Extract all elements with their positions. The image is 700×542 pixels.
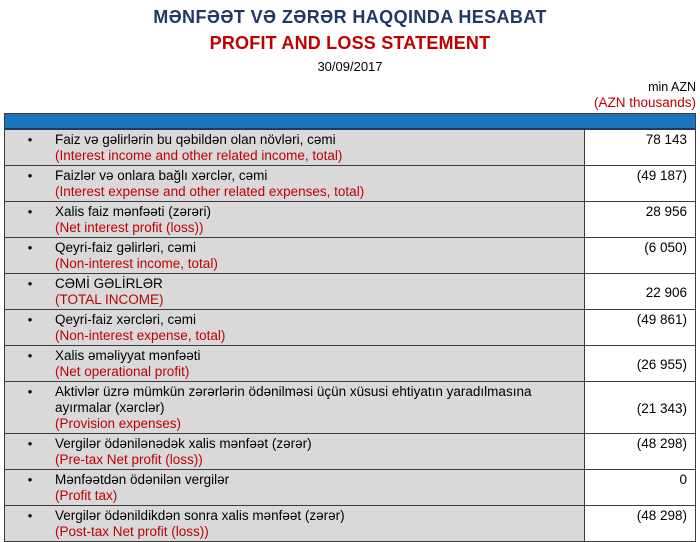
row-description-cell (5, 506, 584, 541)
row-label-az: Mənfəətdən ödənilən vergilər (55, 472, 230, 487)
table-row (5, 201, 695, 237)
unit-note-az: min AZN (648, 80, 696, 94)
row-label-en: (Net interest profit (loss)) (55, 220, 204, 235)
row-label-en: (Non-interest expense, total) (55, 328, 226, 343)
row-labels (55, 204, 580, 236)
bullet-icon: • (27, 436, 33, 451)
row-description-cell (5, 346, 584, 381)
table-header-bar (5, 114, 695, 130)
row-value-cell: (21 343) (584, 382, 695, 433)
bullet-icon: • (27, 240, 33, 255)
row-labels (55, 472, 580, 504)
row-value-cell: 78 143 (584, 130, 695, 165)
row-labels (55, 436, 580, 468)
bullet-icon: • (27, 204, 33, 219)
row-label-en: (Interest income and other related income, total) (55, 148, 343, 163)
page-title-en: PROFIT AND LOSS STATEMENT (209, 33, 491, 53)
row-labels (55, 168, 580, 200)
row-value-cell: (49 187) (584, 166, 695, 201)
bullet-icon: • (27, 348, 33, 363)
row-value-cell: 0 (584, 470, 695, 505)
row-value-cell: (49 861) (584, 310, 695, 345)
row-labels (55, 348, 580, 380)
table-row (5, 469, 695, 505)
row-label-az: Faizlər və onlara bağlı xərclər, cəmi (55, 168, 268, 183)
bullet-icon: • (27, 508, 33, 523)
bullet-icon: • (27, 168, 33, 183)
row-description-cell (5, 202, 584, 237)
row-description-cell (5, 166, 584, 201)
row-label-en: (Interest expense and other related expenses, total) (55, 184, 365, 199)
row-value-cell: 28 956 (584, 202, 695, 237)
row-description-cell (5, 470, 584, 505)
row-label-az: CƏMİ GƏLİRLƏR (55, 276, 163, 291)
row-label-en: (Post-tax Net profit (loss)) (55, 524, 209, 539)
table-row (5, 130, 695, 165)
row-labels (55, 276, 580, 308)
row-label-az: Vergilər ödənilənədək xalis mənfəət (zərər) (55, 436, 312, 451)
table-body (5, 130, 695, 541)
table-row (5, 381, 695, 433)
table-row (5, 345, 695, 381)
row-label-az: Vergilər ödənildikdən sonra xalis mənfəət (zərər) (55, 508, 345, 523)
row-labels (55, 312, 580, 344)
row-labels (55, 384, 580, 432)
row-description-cell (5, 434, 584, 469)
row-labels (55, 508, 580, 540)
row-label-az: Xalis faiz mənfəəti (zərəri) (55, 204, 212, 219)
table-row (5, 237, 695, 273)
statement-date: 30/09/2017 (317, 59, 383, 74)
row-description-cell (5, 310, 584, 345)
table-row (5, 505, 695, 541)
row-label-az: Qeyri-faiz xərcləri, cəmi (55, 312, 197, 327)
unit-note-en: (AZN thousands) (593, 95, 696, 110)
row-label-en: (Pre-tax Net profit (loss)) (55, 452, 203, 467)
bullet-icon: • (27, 276, 33, 291)
row-label-az: Xalis əməliyyat mənfəəti (55, 348, 201, 363)
row-labels (55, 240, 580, 272)
row-value-cell: 22 906 (584, 274, 695, 309)
row-label-en: (Profit tax) (55, 488, 118, 503)
row-description-cell (5, 130, 584, 165)
table-row (5, 433, 695, 469)
row-value-cell: (48 298) (584, 506, 695, 541)
row-label-en: (Non-interest income, total) (55, 256, 218, 271)
row-description-cell (5, 382, 584, 433)
row-description-cell (5, 274, 584, 309)
row-description-cell (5, 238, 584, 273)
unit-note (594, 80, 696, 111)
table-row (5, 273, 695, 309)
row-label-en: (Net operational profit) (55, 364, 190, 379)
row-label-az: Qeyri-faiz gəlirləri, cəmi (55, 240, 197, 255)
bullet-icon: • (27, 384, 33, 399)
row-label-az: Aktivlər üzrə mümkün zərərlərin ödənilməsi üçün xüsusi ehtiyatın yaradılmasına ayırmalar (xərclər) (55, 384, 532, 415)
row-label-en: (Provision expenses) (55, 416, 182, 431)
row-label-en: (TOTAL INCOME) (55, 292, 164, 307)
row-value-cell: (6 050) (584, 238, 695, 273)
row-labels (55, 132, 580, 164)
table-row (5, 309, 695, 345)
row-value-cell: (26 955) (584, 346, 695, 381)
row-value-cell: (48 298) (584, 434, 695, 469)
bullet-icon: • (27, 132, 33, 147)
bullet-icon: • (27, 472, 33, 487)
bullet-icon: • (27, 312, 33, 327)
pl-table (4, 113, 696, 542)
page-title-az: MƏNFƏƏT VƏ ZƏRƏR HAQQINDA HESABAT (153, 7, 547, 27)
table-row (5, 165, 695, 201)
row-label-az: Faiz və gəlirlərin bu qəbildən olan növləri, cəmi (55, 132, 336, 147)
